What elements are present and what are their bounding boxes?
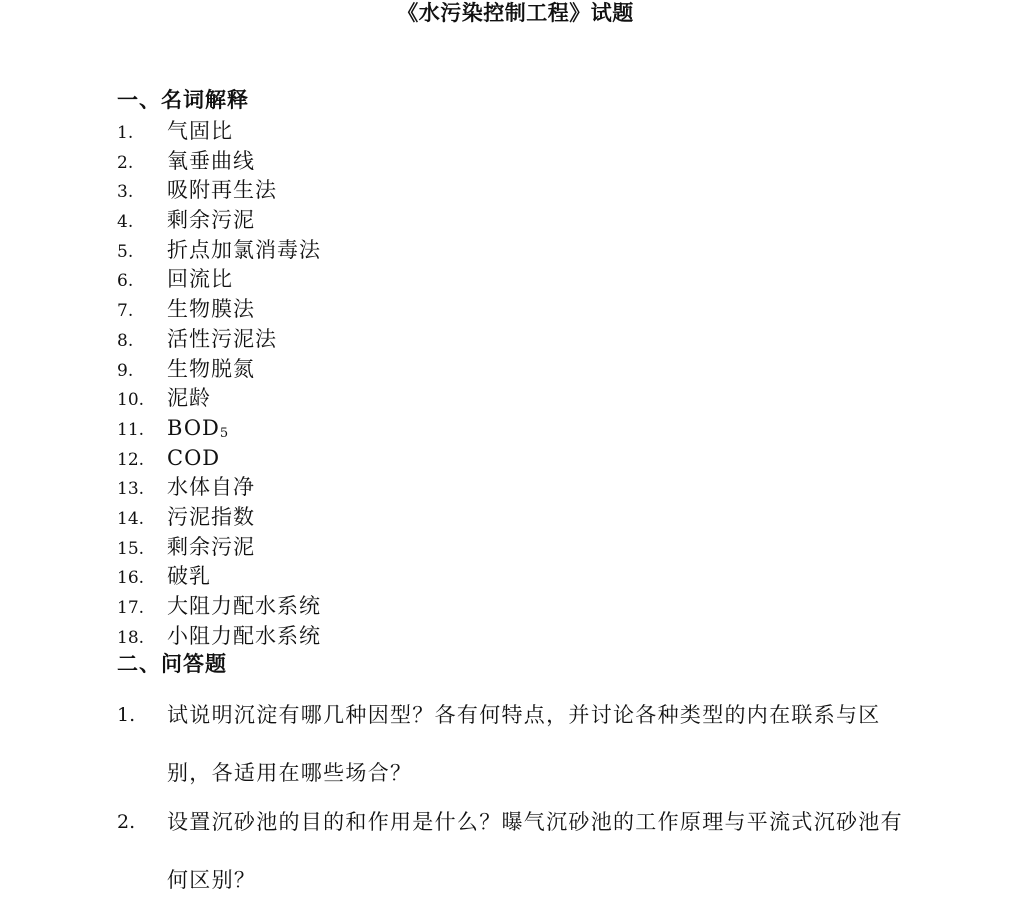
term-text-subscript: 5	[219, 425, 229, 441]
term-number: 9.	[117, 360, 134, 381]
term-number: 3.	[117, 182, 134, 203]
term-text: 生物膜法	[167, 297, 255, 322]
term-item	[117, 414, 321, 444]
term-text: 生物脱氮	[167, 356, 255, 381]
term-text: 折点加氯消毒法	[167, 237, 321, 262]
term-number: 1.	[117, 123, 134, 143]
term-number: 16.	[117, 568, 145, 589]
term-text: 剩余污泥	[167, 534, 255, 559]
term-number: 11.	[117, 419, 145, 440]
question-item	[117, 686, 917, 802]
term-text: 回流比	[167, 267, 233, 292]
term-text: 泥龄	[167, 386, 211, 411]
question-block	[117, 793, 917, 909]
term-text: 大阻力配水系统	[167, 594, 321, 618]
term-number: 13.	[117, 479, 145, 500]
term-text: 小阻力配水系统	[167, 623, 321, 648]
term-text: 污泥指数	[167, 504, 255, 529]
term-text-main: BOD	[167, 415, 220, 440]
question-item	[117, 793, 917, 909]
term-text: 活性污泥法	[167, 326, 277, 351]
question-text: 试说明沉淀有哪几种因型？各有何特点，并讨论各种类型的内在联系与区别，各适用在哪些场合？	[167, 703, 881, 785]
question-number: 1.	[117, 704, 136, 726]
term-text: 气固比	[167, 119, 233, 143]
term-item	[117, 325, 321, 355]
term-item	[117, 503, 321, 533]
term-text: 氧垂曲线	[167, 148, 255, 173]
term-item	[117, 295, 321, 325]
term-number: 12.	[117, 449, 145, 470]
term-number: 4.	[117, 212, 134, 233]
term-item	[117, 117, 321, 147]
term-number: 5.	[117, 241, 134, 262]
term-item	[117, 236, 321, 266]
term-item	[117, 473, 321, 503]
term-text: COD	[167, 445, 221, 470]
term-number: 17.	[117, 598, 145, 618]
term-item	[117, 265, 321, 295]
term-number: 2.	[117, 152, 134, 173]
question-number: 2.	[117, 811, 136, 833]
document-title: 《水污染控制工程》试题	[397, 1, 634, 25]
term-number: 7.	[117, 301, 134, 322]
term-item	[117, 147, 321, 177]
term-item	[117, 592, 321, 622]
term-text: 水体自净	[167, 475, 255, 500]
term-item	[117, 384, 321, 414]
term-number: 8.	[117, 330, 134, 351]
term-item	[117, 562, 321, 592]
section-heading-terms: 一、名词解释	[117, 88, 249, 112]
term-number: 14.	[117, 508, 145, 529]
term-number: 10.	[117, 390, 145, 411]
question-block	[117, 686, 917, 802]
term-text: 剩余污泥	[167, 208, 255, 233]
term-number: 15.	[117, 538, 145, 559]
term-item	[117, 622, 321, 652]
section-heading-qa: 二、问答题	[117, 652, 227, 676]
term-item	[117, 444, 321, 474]
term-item	[117, 533, 321, 563]
question-text: 设置沉砂池的目的和作用是什么？曝气沉砂池的工作原理与平流式沉砂池有何区别？	[167, 810, 903, 892]
term-number: 18.	[117, 627, 145, 648]
term-item	[117, 176, 321, 206]
term-item	[117, 206, 321, 236]
term-text: 破乳	[167, 564, 211, 589]
term-text: 吸附再生法	[167, 178, 277, 203]
terms-list	[117, 117, 321, 651]
term-number: 6.	[117, 271, 134, 292]
term-item	[117, 355, 321, 385]
